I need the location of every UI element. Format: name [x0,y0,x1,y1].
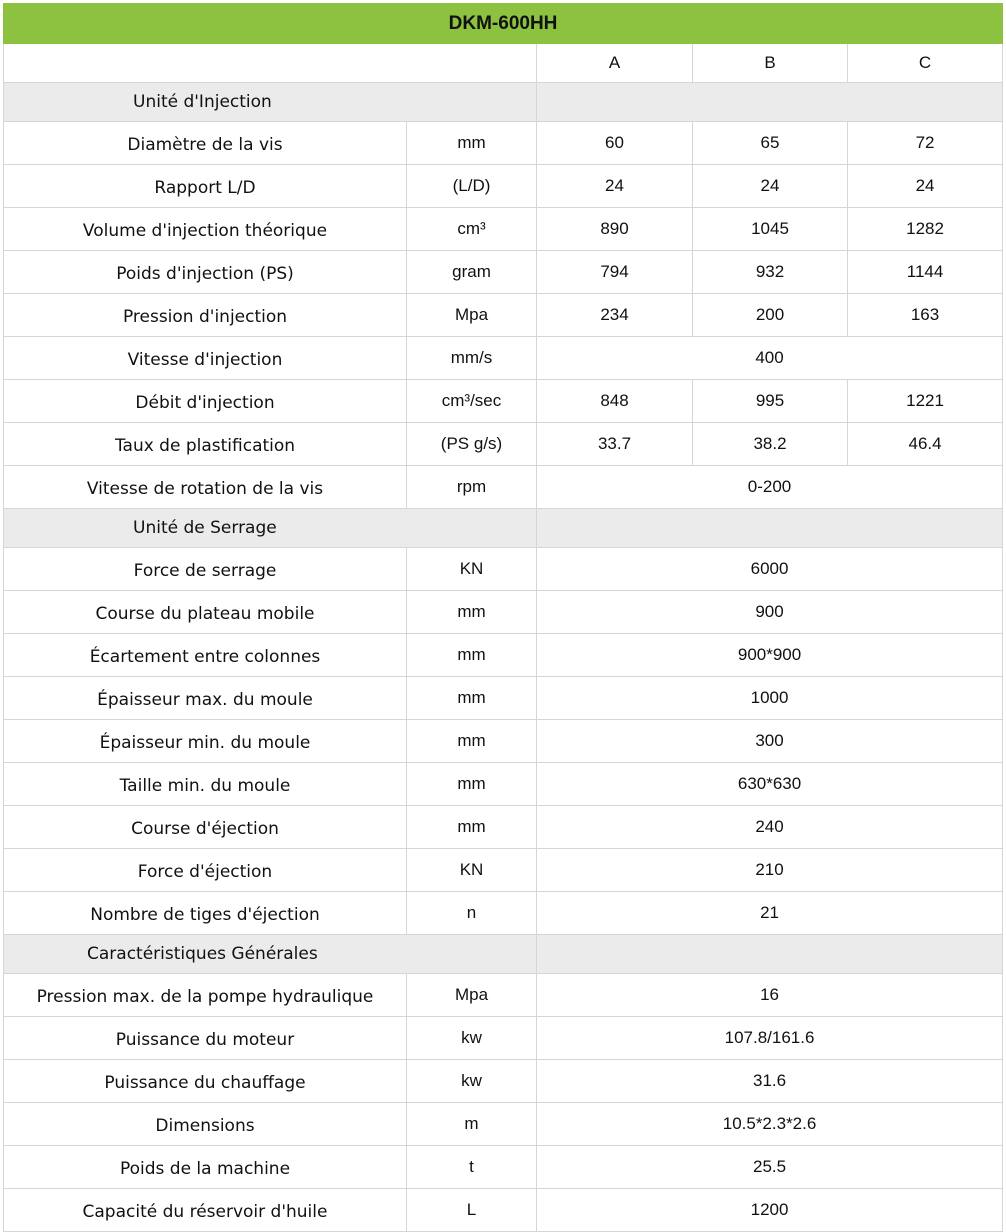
column-header-b: B [693,44,848,83]
unit-cell: KN [407,548,537,591]
parameter-label: Pression max. de la pompe hydraulique [4,974,407,1017]
unit-cell: rpm [407,466,537,509]
unit-cell: (L/D) [407,165,537,208]
table-row [4,208,1003,251]
value-cell-c: 1282 [848,208,1003,251]
value-cell-c: 1221 [848,380,1003,423]
parameter-label: Puissance du moteur [4,1017,407,1060]
value-cell-merged: 630*630 [537,763,1003,806]
value-cell-a: 794 [537,251,693,294]
table-row [4,1103,1003,1146]
unit-cell: L [407,1189,537,1232]
value-cell-b: 932 [693,251,848,294]
value-cell-merged: 25.5 [537,1146,1003,1189]
unit-cell: m [407,1103,537,1146]
table-row [4,337,1003,380]
unit-cell: n [407,892,537,935]
table-row [4,1060,1003,1103]
value-cell-a: 890 [537,208,693,251]
section-header-row [4,509,1003,548]
unit-cell: mm [407,122,537,165]
parameter-label: Poids de la machine [4,1146,407,1189]
value-cell-merged: 0-200 [537,466,1003,509]
table-row [4,548,1003,591]
section-title: Unité de Serrage [4,509,537,548]
value-cell-merged: 400 [537,337,1003,380]
unit-cell: mm [407,634,537,677]
value-cell-merged: 900 [537,591,1003,634]
value-cell-merged: 21 [537,892,1003,935]
table-row [4,974,1003,1017]
title-row [4,4,1003,44]
parameter-label: Force de serrage [4,548,407,591]
parameter-label: Épaisseur min. du moule [4,720,407,763]
parameter-label: Pression d'injection [4,294,407,337]
value-cell-c: 72 [848,122,1003,165]
header-blank-cell [4,44,537,83]
section-blank-cell [537,83,1003,122]
table-row [4,423,1003,466]
parameter-label: Course d'éjection [4,806,407,849]
value-cell-c: 163 [848,294,1003,337]
value-cell-merged: 16 [537,974,1003,1017]
section-header-row [4,935,1003,974]
unit-cell: mm [407,806,537,849]
value-cell-b: 24 [693,165,848,208]
parameter-label: Débit d'injection [4,380,407,423]
value-cell-c: 46.4 [848,423,1003,466]
value-cell-merged: 240 [537,806,1003,849]
value-cell-b: 200 [693,294,848,337]
unit-cell: gram [407,251,537,294]
section-title: Unité d'Injection [4,83,537,122]
unit-cell: Mpa [407,294,537,337]
unit-cell: mm [407,763,537,806]
table-row [4,720,1003,763]
table-row [4,677,1003,720]
unit-cell: KN [407,849,537,892]
value-cell-merged: 6000 [537,548,1003,591]
unit-cell: mm [407,677,537,720]
unit-cell: kw [407,1060,537,1103]
parameter-label: Course du plateau mobile [4,591,407,634]
value-cell-a: 234 [537,294,693,337]
unit-cell: mm [407,720,537,763]
parameter-label: Écartement entre colonnes [4,634,407,677]
unit-cell: cm³ [407,208,537,251]
section-blank-cell [537,935,1003,974]
value-cell-b: 65 [693,122,848,165]
value-cell-c: 1144 [848,251,1003,294]
parameter-label: Vitesse de rotation de la vis [4,466,407,509]
value-cell-merged: 1200 [537,1189,1003,1232]
table-row [4,634,1003,677]
value-cell-a: 60 [537,122,693,165]
parameter-label: Vitesse d'injection [4,337,407,380]
unit-cell: mm [407,591,537,634]
table-row [4,1189,1003,1232]
unit-cell: t [407,1146,537,1189]
value-cell-a: 24 [537,165,693,208]
spec-table [3,3,1003,1232]
value-cell-merged: 300 [537,720,1003,763]
value-cell-merged: 210 [537,849,1003,892]
value-cell-a: 848 [537,380,693,423]
value-cell-merged: 1000 [537,677,1003,720]
parameter-label: Épaisseur max. du moule [4,677,407,720]
table-row [4,849,1003,892]
parameter-label: Force d'éjection [4,849,407,892]
value-cell-b: 1045 [693,208,848,251]
table-row [4,466,1003,509]
parameter-label: Taux de plastification [4,423,407,466]
section-header-row [4,83,1003,122]
unit-cell: Mpa [407,974,537,1017]
column-header-c: C [848,44,1003,83]
table-row [4,1146,1003,1189]
value-cell-merged: 10.5*2.3*2.6 [537,1103,1003,1146]
parameter-label: Puissance du chauffage [4,1060,407,1103]
table-row [4,165,1003,208]
parameter-label: Rapport L/D [4,165,407,208]
column-header-row [4,44,1003,83]
value-cell-c: 24 [848,165,1003,208]
table-row [4,591,1003,634]
table-row [4,806,1003,849]
section-blank-cell [537,509,1003,548]
column-header-a: A [537,44,693,83]
unit-cell: mm/s [407,337,537,380]
value-cell-merged: 900*900 [537,634,1003,677]
parameter-label: Diamètre de la vis [4,122,407,165]
section-title: Caractéristiques Générales [4,935,537,974]
table-row [4,294,1003,337]
value-cell-a: 33.7 [537,423,693,466]
table-row [4,380,1003,423]
table-row [4,892,1003,935]
parameter-label: Taille min. du moule [4,763,407,806]
parameter-label: Capacité du réservoir d'huile [4,1189,407,1232]
parameter-label: Poids d'injection (PS) [4,251,407,294]
value-cell-merged: 107.8/161.6 [537,1017,1003,1060]
table-row [4,251,1003,294]
spec-table-body [4,4,1003,1232]
unit-cell: (PS g/s) [407,423,537,466]
value-cell-b: 38.2 [693,423,848,466]
unit-cell: cm³/sec [407,380,537,423]
unit-cell: kw [407,1017,537,1060]
value-cell-merged: 31.6 [537,1060,1003,1103]
table-row [4,122,1003,165]
parameter-label: Dimensions [4,1103,407,1146]
table-row [4,1017,1003,1060]
parameter-label: Volume d'injection théorique [4,208,407,251]
table-row [4,763,1003,806]
table-title: DKM-600HH [4,4,1003,44]
parameter-label: Nombre de tiges d'éjection [4,892,407,935]
value-cell-b: 995 [693,380,848,423]
